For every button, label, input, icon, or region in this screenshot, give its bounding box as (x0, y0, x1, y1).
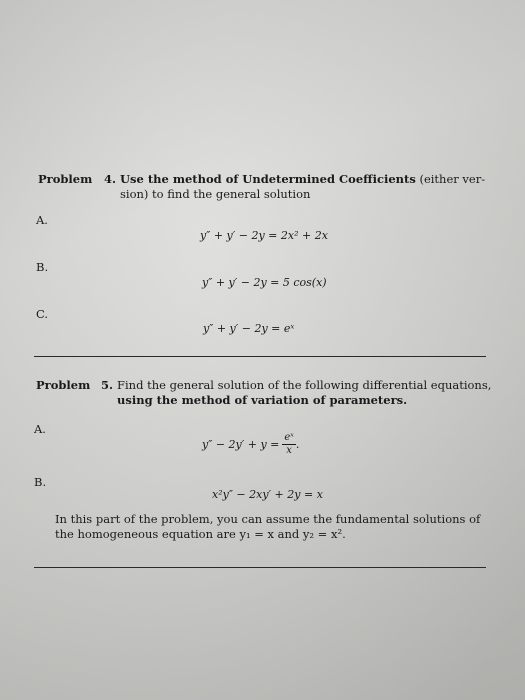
problem-4-statement-rest: (either ver- (419, 172, 486, 186)
problem-5-part-a-letter: A. (34, 422, 46, 436)
problem-5-part-b-equation: x²y″ − 2xy′ + 2y = x (212, 488, 323, 501)
problem-5-statement-line2: using the method of variation of parameters. (117, 393, 408, 407)
problem-5-part-b-note-line1: In this part of the problem, you can assume the fundamental solutions of (55, 512, 481, 526)
section-divider-1 (34, 356, 486, 357)
problem-5-part-a-lhs: y″ − 2y′ + y = (202, 438, 280, 451)
problem-5-part-a-fraction (282, 432, 295, 457)
fraction-numerator: eˣ (284, 432, 294, 443)
problem-5-part-a-equation (202, 432, 299, 457)
problem-5-part-b-letter: B. (34, 475, 47, 489)
problem-4-part-a-letter: A. (36, 213, 48, 227)
problem-4-label: Problem (38, 172, 93, 186)
problem-4-statement-line2: sion) to find the general solution (120, 187, 311, 201)
section-divider-2 (34, 567, 486, 568)
problem-4-part-c-equation: y″ + y′ − 2y = eˣ (203, 322, 295, 335)
problem-4-part-b-letter: B. (36, 260, 49, 274)
problem-4-method-name: Use the method of Undetermined Coefficients (120, 172, 416, 186)
problem-5-part-a-period: . (295, 438, 300, 451)
problem-4-number: 4. (104, 172, 117, 186)
fraction-denominator: x (286, 445, 292, 456)
problem-5-part-b-note-line2: the homogeneous equation are y₁ = x and y₂ = x². (55, 527, 346, 541)
problem-4-part-c-letter: C. (36, 307, 49, 321)
problem-4-statement-line1 (120, 172, 485, 187)
problem-5-statement-line1: Find the general solution of the following differential equations, (117, 378, 492, 392)
problem-4-part-b-equation: y″ + y′ − 2y = 5 cos(x) (202, 276, 327, 289)
problem-5-label: Problem (36, 378, 91, 392)
problem-5-number: 5. (101, 378, 114, 392)
problem-4-part-a-equation: y″ + y′ − 2y = 2x² + 2x (200, 229, 328, 242)
